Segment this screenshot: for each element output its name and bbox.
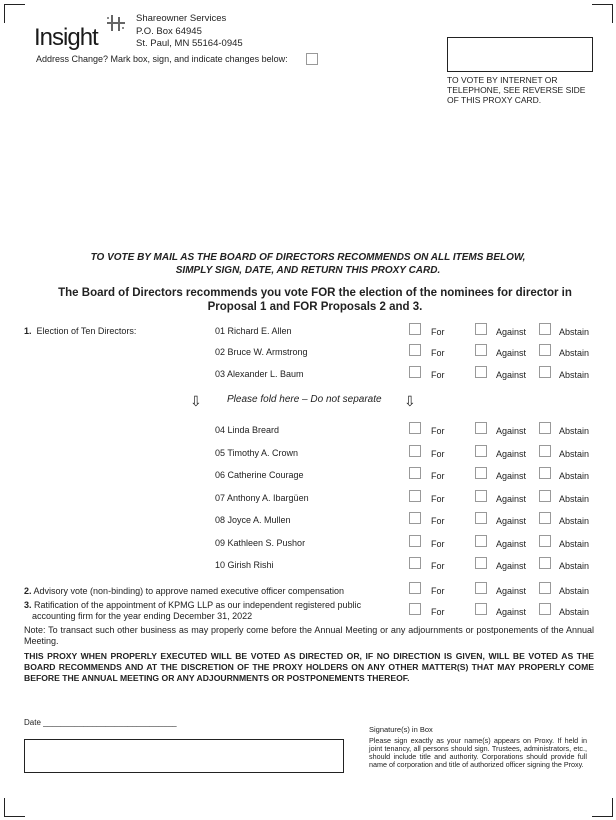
against-label: Against xyxy=(496,426,527,436)
against-checkbox[interactable] xyxy=(475,344,487,356)
nominee-name: 03 Alexander L. Baum xyxy=(215,369,304,379)
abstain-checkbox[interactable] xyxy=(539,344,551,356)
for-checkbox[interactable] xyxy=(409,557,421,569)
abstain-checkbox[interactable] xyxy=(539,512,551,524)
for-label: For xyxy=(431,348,445,358)
for-checkbox[interactable] xyxy=(409,467,421,479)
for-label: For xyxy=(431,494,445,504)
abstain-label: Abstain xyxy=(559,471,590,481)
fold-instruction: Please fold here – Do not separate xyxy=(227,394,382,405)
date-field-label: Date ______________________________ xyxy=(24,718,177,727)
for-checkbox[interactable] xyxy=(409,603,421,615)
abstain-checkbox[interactable] xyxy=(539,557,551,569)
against-label: Against xyxy=(496,471,527,481)
for-label: For xyxy=(431,426,445,436)
address-change-checkbox[interactable] xyxy=(306,53,318,65)
board-recommendation xyxy=(0,286,616,314)
against-checkbox[interactable] xyxy=(475,535,487,547)
for-checkbox[interactable] xyxy=(409,422,421,434)
nominee-name: 06 Catherine Courage xyxy=(215,470,304,480)
address-change-label: Address Change? Mark box, sign, and indicate changes below: xyxy=(36,54,288,64)
for-label: For xyxy=(431,370,445,380)
for-checkbox[interactable] xyxy=(409,323,421,335)
vote-internet-note xyxy=(447,75,585,105)
for-checkbox[interactable] xyxy=(409,445,421,457)
recommend-line: Proposal 1 and FOR Proposals 2 and 3. xyxy=(207,301,423,313)
proposal-number: 3. xyxy=(24,600,32,610)
proposal-1-title xyxy=(24,326,136,336)
abstain-label: Abstain xyxy=(559,607,590,617)
against-label: Against xyxy=(496,370,527,380)
for-checkbox[interactable] xyxy=(409,512,421,524)
nominee-name: 08 Joyce A. Mullen xyxy=(215,515,291,525)
signature-box[interactable] xyxy=(24,739,344,773)
for-label: For xyxy=(431,539,445,549)
for-checkbox[interactable] xyxy=(409,582,421,594)
for-checkbox[interactable] xyxy=(409,344,421,356)
fold-arrow-icon: ⇩ xyxy=(190,393,202,409)
against-checkbox[interactable] xyxy=(475,323,487,335)
against-checkbox[interactable] xyxy=(475,490,487,502)
mail-instructions xyxy=(0,251,616,277)
against-label: Against xyxy=(496,327,527,337)
against-label: Against xyxy=(496,516,527,526)
abstain-checkbox[interactable] xyxy=(539,490,551,502)
against-checkbox[interactable] xyxy=(475,603,487,615)
address-line: P.O. Box 64945 xyxy=(136,25,202,37)
for-checkbox[interactable] xyxy=(409,490,421,502)
mailing-address xyxy=(136,13,243,51)
instruction-line: TO VOTE BY MAIL AS THE BOARD OF DIRECTORS RECOMMENDS ON ALL ITEMS BELOW, xyxy=(90,252,526,263)
fold-arrow-icon: ⇩ xyxy=(404,393,416,409)
against-checkbox[interactable] xyxy=(475,366,487,378)
for-label: For xyxy=(431,516,445,526)
note-line: TO VOTE BY INTERNET OR xyxy=(447,75,558,85)
for-checkbox[interactable] xyxy=(409,535,421,547)
disclaimer: THIS PROXY WHEN PROPERLY EXECUTED WILL BE VOTED AS DIRECTED OR, IF NO DIRECTION IS GIVEN, WILL BE VOTED AS THE BOARD RECOMMENDS AND AT THE DISCRETION OF THE PROXY HOLDERS ON ANY OTHER MATTER(S) THAT MAY PROPERLY COME BEFORE THE ANNUAL MEETING OR ANY ADJOURNMENTS OR POSTPONEMENTS THEREOF. xyxy=(24,651,594,683)
nominee-name: 07 Anthony A. Ibargüen xyxy=(215,493,309,503)
proposal-3-title xyxy=(24,600,361,622)
address-line: St. Paul, MN 55164-0945 xyxy=(136,38,243,49)
crop-mark xyxy=(4,798,25,817)
address-line: Shareowner Services xyxy=(136,13,227,24)
proposal-number: 1. xyxy=(24,326,32,336)
abstain-checkbox[interactable] xyxy=(539,366,551,378)
for-label: For xyxy=(431,607,445,617)
abstain-checkbox[interactable] xyxy=(539,603,551,615)
crop-mark xyxy=(592,798,613,817)
for-label: For xyxy=(431,586,445,596)
abstain-label: Abstain xyxy=(559,539,590,549)
against-label: Against xyxy=(496,561,527,571)
abstain-label: Abstain xyxy=(559,426,590,436)
proposal-2-title xyxy=(24,586,344,596)
for-label: For xyxy=(431,327,445,337)
nominee-name: 04 Linda Breard xyxy=(215,425,280,435)
abstain-checkbox[interactable] xyxy=(539,582,551,594)
against-checkbox[interactable] xyxy=(475,512,487,524)
against-label: Against xyxy=(496,494,527,504)
abstain-label: Abstain xyxy=(559,561,590,571)
for-label: For xyxy=(431,449,445,459)
signature-title: Signature(s) in Box xyxy=(369,725,433,734)
insight-logo: Insight xyxy=(34,24,98,51)
for-checkbox[interactable] xyxy=(409,366,421,378)
against-checkbox[interactable] xyxy=(475,582,487,594)
against-checkbox[interactable] xyxy=(475,422,487,434)
against-label: Against xyxy=(496,449,527,459)
nominee-name: 02 Bruce W. Armstrong xyxy=(215,347,308,357)
recommend-line: The Board of Directors recommends you vote FOR the election of the nominees for director in xyxy=(58,287,572,299)
against-checkbox[interactable] xyxy=(475,445,487,457)
against-label: Against xyxy=(496,607,527,617)
signature-instructions: Please sign exactly as your name(s) appears on Proxy. If held in joint tenancy, all persons should sign. Trustees, administrators, etc., should include title and authority. Corporations should provide full name of corporation and title of authorized officer signing the Proxy. xyxy=(369,736,587,769)
abstain-checkbox[interactable] xyxy=(539,445,551,457)
proposal-text: Advisory vote (non-binding) to approve named executive officer compensation xyxy=(33,586,345,596)
abstain-checkbox[interactable] xyxy=(539,323,551,335)
against-label: Against xyxy=(496,348,527,358)
against-label: Against xyxy=(496,539,527,549)
against-checkbox[interactable] xyxy=(475,557,487,569)
against-checkbox[interactable] xyxy=(475,467,487,479)
crop-mark xyxy=(592,4,613,23)
against-label: Against xyxy=(496,586,527,596)
nominee-name: 09 Kathleen S. Pushor xyxy=(215,538,306,548)
abstain-label: Abstain xyxy=(559,586,590,596)
nominee-name: 05 Timothy A. Crown xyxy=(215,448,299,458)
nominee-name: 01 Richard E. Allen xyxy=(215,326,292,336)
abstain-checkbox[interactable] xyxy=(539,535,551,547)
abstain-label: Abstain xyxy=(559,370,590,380)
abstain-label: Abstain xyxy=(559,348,590,358)
proposal-text: Election of Ten Directors: xyxy=(36,326,137,336)
crop-mark xyxy=(4,4,25,23)
for-label: For xyxy=(431,561,445,571)
proposal-text: Ratification of the appointment of KPMG LLP as our independent registered public xyxy=(34,600,362,610)
abstain-label: Abstain xyxy=(559,516,590,526)
instruction-line: SIMPLY SIGN, DATE, AND RETURN THIS PROXY CARD. xyxy=(175,265,441,276)
nominee-name: 10 Girish Rishi xyxy=(215,560,274,570)
proposal-text: accounting firm for the year ending December 31, 2022 xyxy=(32,611,253,621)
control-number-box xyxy=(447,37,593,72)
proposal-number: 2. xyxy=(24,586,32,596)
abstain-label: Abstain xyxy=(559,449,590,459)
abstain-label: Abstain xyxy=(559,327,590,337)
note-line: OF THIS PROXY CARD. xyxy=(447,95,542,105)
abstain-checkbox[interactable] xyxy=(539,467,551,479)
note: Note: To transact such other business as may properly come before the Annual Meeting or any adjournments or postponements of the Annual Meeting. xyxy=(24,625,594,646)
for-label: For xyxy=(431,471,445,481)
note-line: TELEPHONE, SEE REVERSE SIDE xyxy=(447,85,586,95)
abstain-label: Abstain xyxy=(559,494,590,504)
logo-mark-icon xyxy=(106,14,126,34)
abstain-checkbox[interactable] xyxy=(539,422,551,434)
